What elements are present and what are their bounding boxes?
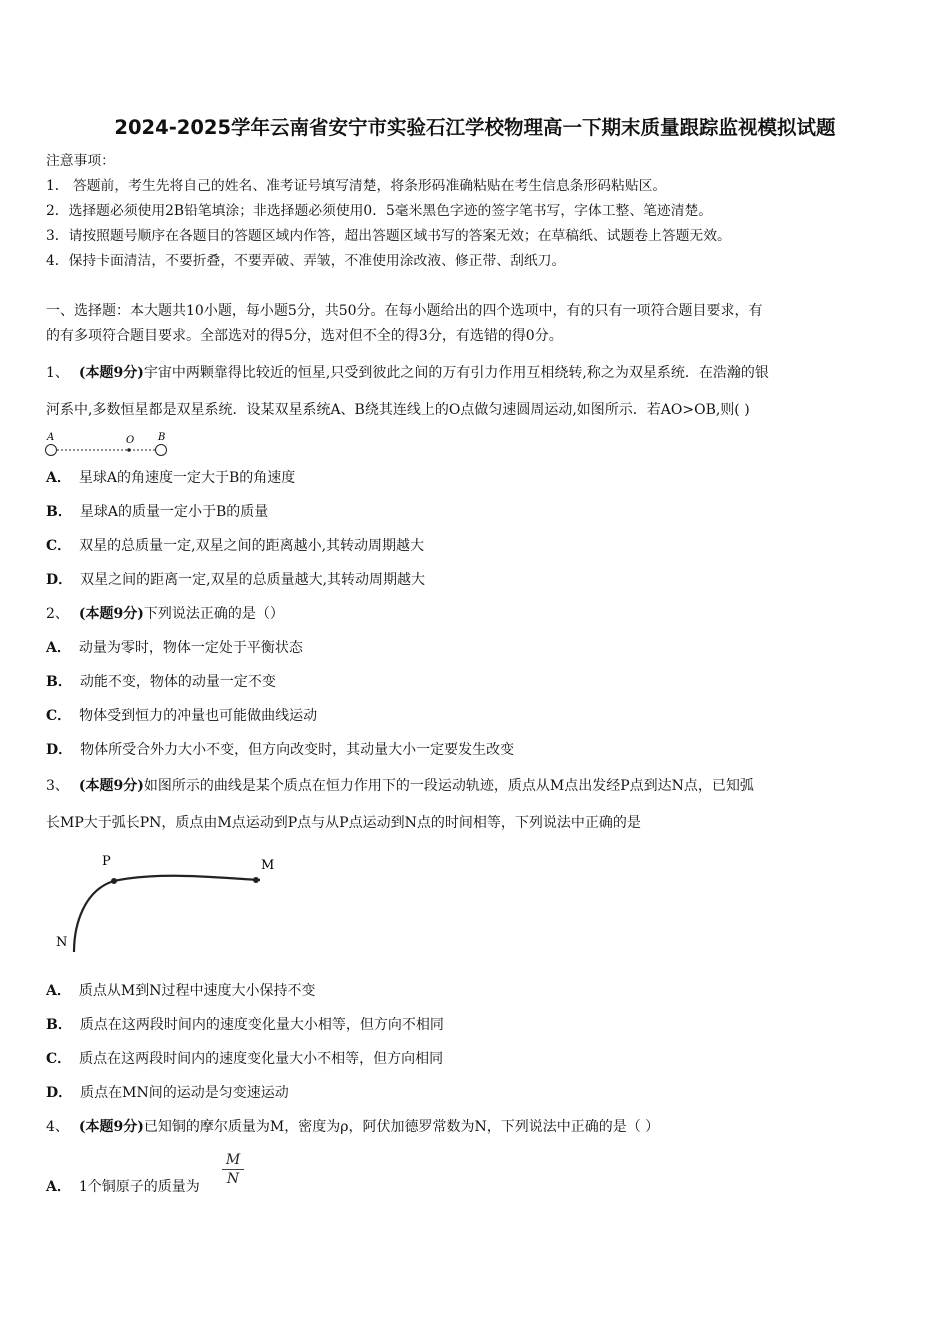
star-a-circle [46, 445, 57, 456]
page-title: 2024-2025学年云南省安宁市实验石江学校物理高一下期末质量跟踪监视模拟试题 [114, 116, 836, 139]
q1-stem-line-2: 河系中,多数恒星都是双星系统．设某双星系统A、B绕其连线上的O点做匀速圆周运动,如图所示．若AO>OB,则( ) [46, 402, 750, 418]
label-a: A [47, 432, 55, 443]
q4-stem-text: 已知铜的摩尔质量为M，密度为ρ，阿伏加德罗常数为N，下列说法中正确的是（ ） [143, 1119, 660, 1135]
q3-option-c: C． 质点在这两段时间内的速度变化量大小不相等，但方向相同 [46, 1051, 444, 1067]
label-p: P [102, 854, 111, 869]
point-m [253, 877, 259, 883]
q4-number: 4、 [46, 1119, 69, 1135]
q3-stem-line-1 [46, 777, 754, 795]
label-n: N [56, 935, 68, 950]
notice-heading: 注意事项： [46, 153, 115, 169]
fraction-numerator: M [225, 1152, 241, 1168]
q1-stem-text: 宇宙中两颗靠得比较近的恒星,只受到彼此之间的万有引力作用互相绕转,称之为双星系统．在浩瀚的银 [143, 365, 769, 381]
q4-stem [46, 1118, 659, 1136]
star-b-circle [156, 445, 167, 456]
q1-number: 1、 [46, 365, 69, 381]
q2-stem [46, 605, 284, 623]
notice-item-2: 2．选择题必须使用2B铅笔填涂；非选择题必须使用0．5毫米黑色字迹的签字笔书写，字体工整、笔迹清楚。 [46, 203, 713, 219]
q2-stem-text: 下列说法正确的是（） [143, 606, 284, 622]
label-m: M [261, 858, 275, 873]
q1-figure [40, 426, 180, 460]
point-p [111, 878, 117, 884]
q3-stem-text: 如图所示的曲线是某个质点在恒力作用下的一段运动轨迹，质点从M点出发经P点到达N点，已知弧 [143, 778, 754, 794]
section-intro-line-1: 一、选择题：本大题共10小题，每小题5分，共50分。在每小题给出的四个选项中，有的只有一项符合题目要求，有 [46, 303, 763, 319]
notice-item-4: 4．保持卡面清洁，不要折叠，不要弄破、弄皱，不准使用涂改液、修正带、刮纸刀。 [46, 253, 566, 269]
q1-option-d: D． 双星之间的距离一定,双星的总质量越大,其转动周期越大 [46, 572, 426, 588]
q1-tag: (本题9分) [78, 365, 144, 381]
q3-option-d: D． 质点在MN间的运动是匀变速运动 [46, 1085, 289, 1101]
fraction-m-over-n [222, 1152, 244, 1187]
q2-number: 2、 [46, 606, 69, 622]
q1-option-c: C． 双星的总质量一定,双星之间的距离越小,其转动周期越大 [46, 538, 425, 554]
q3-stem-line-2: 长MP大于弧长PN，质点由M点运动到P点与从P点运动到N点的时间相等，下列说法中正确的是 [46, 815, 641, 831]
q2-option-c: C． 物体受到恒力的冲量也可能做曲线运动 [46, 708, 318, 724]
q4-option-a: A． 1个铜原子的质量为 [46, 1179, 200, 1195]
trajectory-curve [74, 876, 260, 952]
q2-option-d: D． 物体所受合外力大小不变，但方向改变时，其动量大小一定要发生改变 [46, 742, 515, 758]
q3-option-b: B． 质点在这两段时间内的速度变化量大小相等，但方向不相同 [46, 1017, 444, 1033]
notice-item-3: 3．请按照题号顺序在各题目的答题区域内作答，超出答题区域书写的答案无效；在草稿纸、试题卷上答题无效。 [46, 228, 731, 244]
notice-item-1: 1． 答题前，考生先将自己的姓名、准考证号填写清楚，将条形码准确粘贴在考生信息条形码粘贴区。 [46, 178, 667, 194]
q3-tag: (本题9分) [78, 778, 144, 794]
q2-option-b: B． 动能不变，物体的动量一定不变 [46, 674, 276, 690]
fraction-denominator: N [226, 1171, 240, 1187]
q3-figure [50, 845, 290, 960]
q1-option-b: B． 星球A的质量一定小于B的质量 [46, 504, 269, 520]
fraction-bar [222, 1169, 244, 1170]
section-intro-line-2: 的有多项符合题目要求。全部选对的得5分，选对但不全的得3分，有选错的得0分。 [46, 328, 563, 344]
q2-tag: (本题9分) [78, 606, 144, 622]
q1-stem-line-1 [46, 364, 769, 382]
q2-option-a: A． 动量为零时，物体一定处于平衡状态 [46, 640, 303, 656]
center-point-o [127, 448, 131, 452]
q4-tag: (本题9分) [78, 1119, 144, 1135]
label-b: B [158, 432, 166, 443]
label-o: O [126, 435, 135, 446]
q1-option-a: A． 星球A的角速度一定大于B的角速度 [46, 470, 296, 486]
q3-option-a: A． 质点从M到N过程中速度大小保持不变 [46, 983, 316, 999]
q3-number: 3、 [46, 778, 69, 794]
